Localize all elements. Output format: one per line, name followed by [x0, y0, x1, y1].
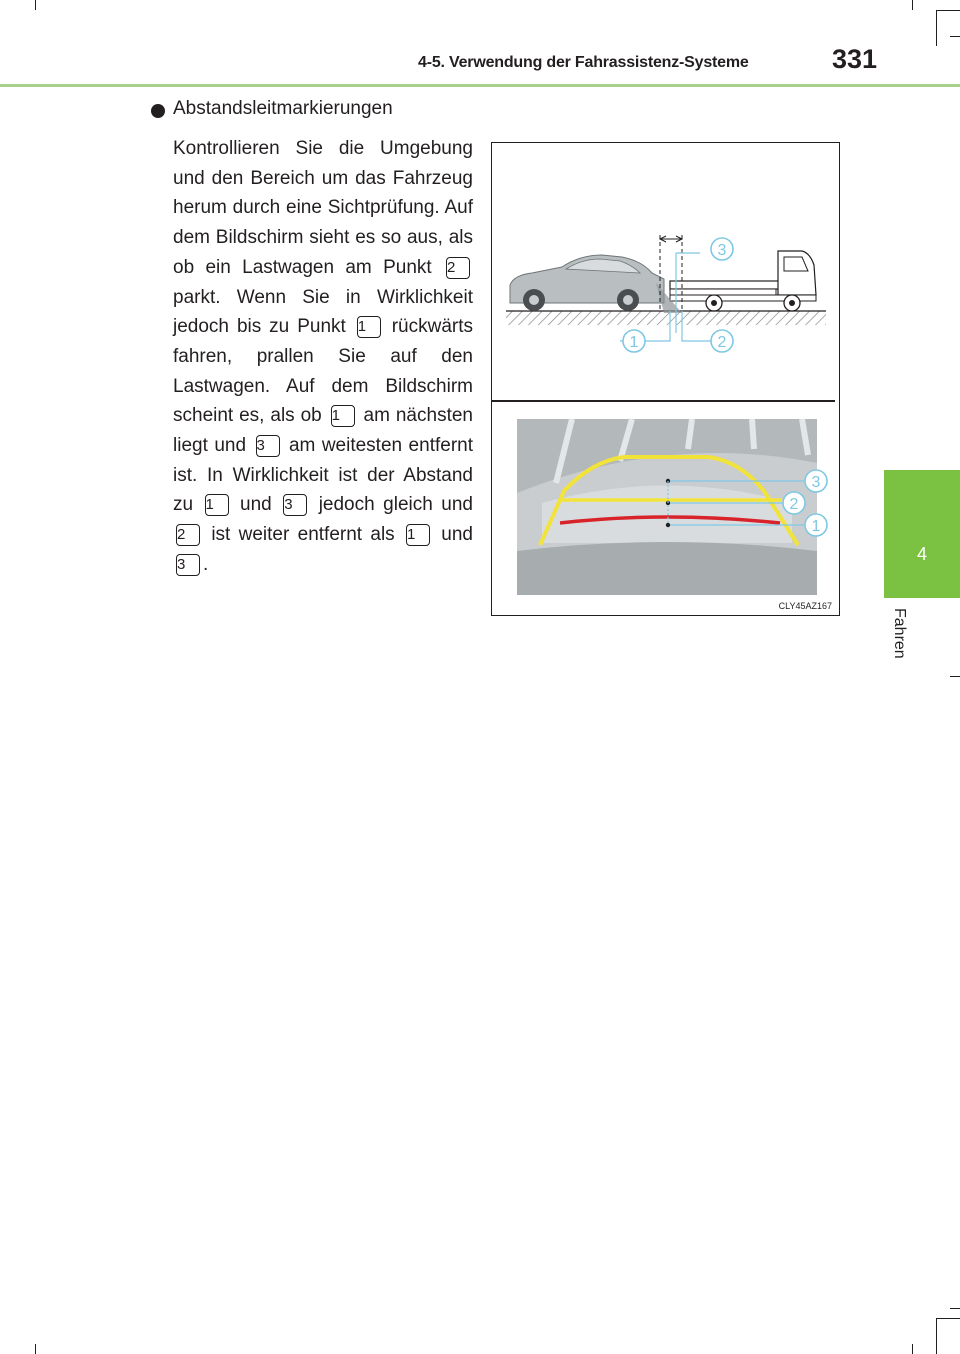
truck-illustration	[670, 251, 816, 311]
callout-number: 1	[629, 334, 639, 351]
callout-2-top	[711, 330, 733, 352]
reference-number-box: 1	[205, 494, 229, 516]
paragraph-text: jedoch gleich und	[310, 494, 473, 516]
paragraph-text: Kontrollieren Sie die Umgebung und den Bereich um das Fahrzeug herum durch eine Sichtprüfung. Auf dem Bildschirm sieht es so aus, als ob ein Lastwagen am Punkt	[173, 138, 473, 278]
reference-number-box: 1	[406, 524, 430, 546]
illustration	[491, 142, 840, 616]
guide-line-diagram	[492, 143, 840, 616]
paragraph-text: und	[432, 524, 474, 546]
paragraph-text: am weitesten entfernt ist. In Wirklichkeit ist der Abstand zu	[173, 435, 473, 516]
bullet-icon	[151, 104, 165, 118]
crop-mark	[936, 1318, 960, 1319]
reference-number-box: 2	[446, 257, 470, 279]
callout-1-camera	[805, 514, 827, 536]
reference-number-box: 3	[283, 494, 307, 516]
paragraph-text: ist weiter entfernt als	[203, 524, 403, 546]
chapter-label: Fahren	[891, 608, 908, 659]
paragraph-text: parkt. Wenn Sie in Wirklichkeit jedoch bis zu Punkt	[173, 286, 473, 338]
reference-number-box: 2	[176, 524, 200, 546]
crop-mark	[35, 1344, 36, 1354]
paragraph-text: am nächsten liegt und	[173, 405, 473, 457]
crop-mark	[936, 10, 960, 11]
car-illustration	[510, 255, 664, 311]
crop-mark	[950, 36, 960, 37]
reference-number-box: 3	[256, 435, 280, 457]
body-paragraph	[173, 134, 473, 580]
callout-number: 3	[717, 242, 727, 259]
crop-mark	[936, 1318, 937, 1354]
reference-number-box: 3	[176, 554, 200, 576]
callout-number: 3	[811, 474, 821, 491]
header-divider	[0, 84, 960, 87]
crop-mark	[912, 1344, 913, 1354]
reference-number-box: 1	[331, 405, 355, 427]
crop-mark	[936, 10, 937, 46]
callout-number: 1	[811, 518, 821, 535]
paragraph-text: und	[231, 494, 281, 516]
chapter-number: 4	[916, 544, 927, 564]
callout-3-camera	[805, 470, 827, 492]
paragraph-text: .	[203, 553, 209, 575]
crop-mark	[35, 0, 36, 10]
chapter-tab	[884, 470, 960, 598]
bullet-heading: Abstandsleitmarkierungen	[173, 98, 393, 119]
page-number: 331	[832, 44, 878, 74]
crop-mark	[950, 676, 960, 677]
camera-view	[517, 419, 817, 595]
paragraph-text: rückwärts fahren, prallen Sie auf den Lastwagen. Auf dem Bildschirm scheint es, als ob	[173, 316, 473, 427]
reference-number-box: 1	[357, 316, 381, 338]
callout-1-top	[623, 330, 645, 352]
section-title: 4-5. Verwendung der Fahrassistenz-Systeme	[418, 54, 749, 71]
callout-number: 2	[789, 496, 799, 513]
crop-mark	[912, 0, 913, 10]
ground-hatching	[506, 311, 826, 325]
callout-3-top	[711, 238, 733, 260]
callout-number: 2	[717, 334, 727, 351]
crop-mark	[950, 1308, 960, 1309]
figure-code: CLY45AZ167	[778, 601, 832, 611]
callout-2-camera	[783, 492, 805, 514]
